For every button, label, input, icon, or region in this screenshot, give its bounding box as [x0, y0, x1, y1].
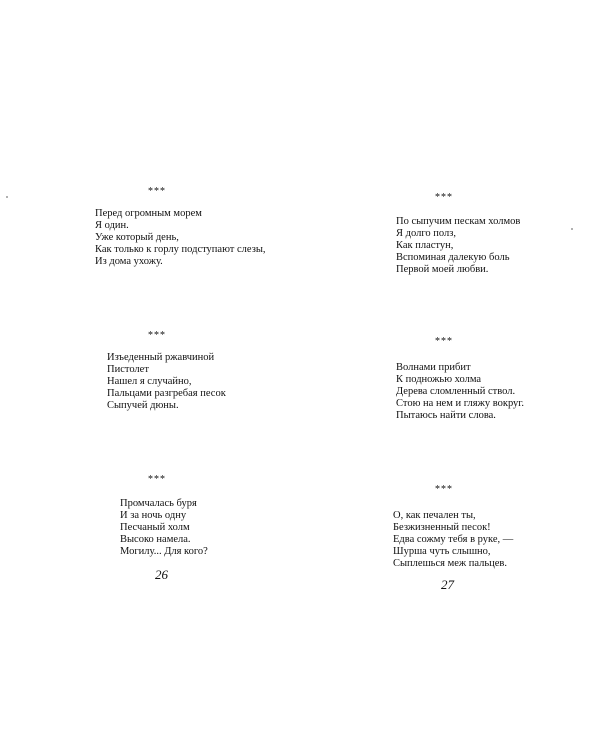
poem-left-2 [107, 352, 226, 412]
poem-line: Первой моей любви. [396, 264, 489, 275]
poem-line: Из дома ухожу. [95, 256, 163, 267]
poem-separator: *** [435, 336, 453, 347]
poem-line: И за ночь одну [120, 510, 187, 521]
poem-line: Я один. [95, 220, 129, 231]
poem-line: Как пластун, [396, 240, 454, 251]
poem-line: Волнами прибит [396, 362, 471, 373]
poem-separator: *** [148, 330, 166, 341]
poem-line: Едва сожму тебя в руке, — [393, 534, 514, 545]
poem-separator: *** [148, 186, 166, 197]
poem-line: Пальцами разгребая песок [107, 388, 226, 399]
poem-line: Пытаюсь найти слова. [396, 410, 496, 421]
poem-line: Пистолет [107, 364, 149, 375]
poem-line: Песчаный холм [120, 522, 190, 533]
page-number-right: 27 [441, 577, 454, 592]
scan-speck [6, 196, 8, 198]
poem-line: Уже который день, [95, 232, 179, 243]
scan-speck [571, 228, 573, 230]
poem-line: Вспоминая далекую боль [396, 252, 510, 263]
poem-right-1 [396, 216, 520, 276]
page-number-left: 26 [155, 567, 168, 582]
poem-line: Сыпучей дюны. [107, 400, 179, 411]
poem-line: Шурша чуть слышно, [393, 546, 491, 557]
poem-right-3 [393, 510, 513, 570]
poem-line: Как только к горлу подступают слезы, [95, 244, 266, 255]
poem-line: Могилу... Для кого? [120, 546, 208, 557]
poem-line: Дерева сломленный ствол. [396, 386, 516, 397]
poem-left-3 [120, 498, 208, 558]
poem-line: Перед огромным морем [95, 208, 202, 219]
poem-separator: *** [148, 474, 166, 485]
poem-line: Безжизненный песок! [393, 522, 491, 533]
poem-line: Нашел я случайно, [107, 376, 192, 387]
poem-left-1 [95, 208, 266, 268]
poem-line: Высоко намела. [120, 534, 191, 545]
poem-right-2 [396, 362, 524, 422]
poem-line: Изъеденный ржавчиной [107, 352, 215, 363]
poem-separator: *** [435, 484, 453, 495]
poem-line: О, как печален ты, [393, 510, 476, 521]
poem-separator: *** [435, 192, 453, 203]
poem-line: Сыплешься меж пальцев. [393, 558, 508, 569]
poem-line: Промчалась буря [120, 498, 197, 509]
poem-line: Стою на нем и гляжу вокруг. [396, 398, 525, 409]
poem-line: Я долго полз, [396, 228, 456, 239]
poem-line: К подножью холма [396, 374, 482, 385]
poem-line: По сыпучим пескам холмов [396, 216, 521, 227]
